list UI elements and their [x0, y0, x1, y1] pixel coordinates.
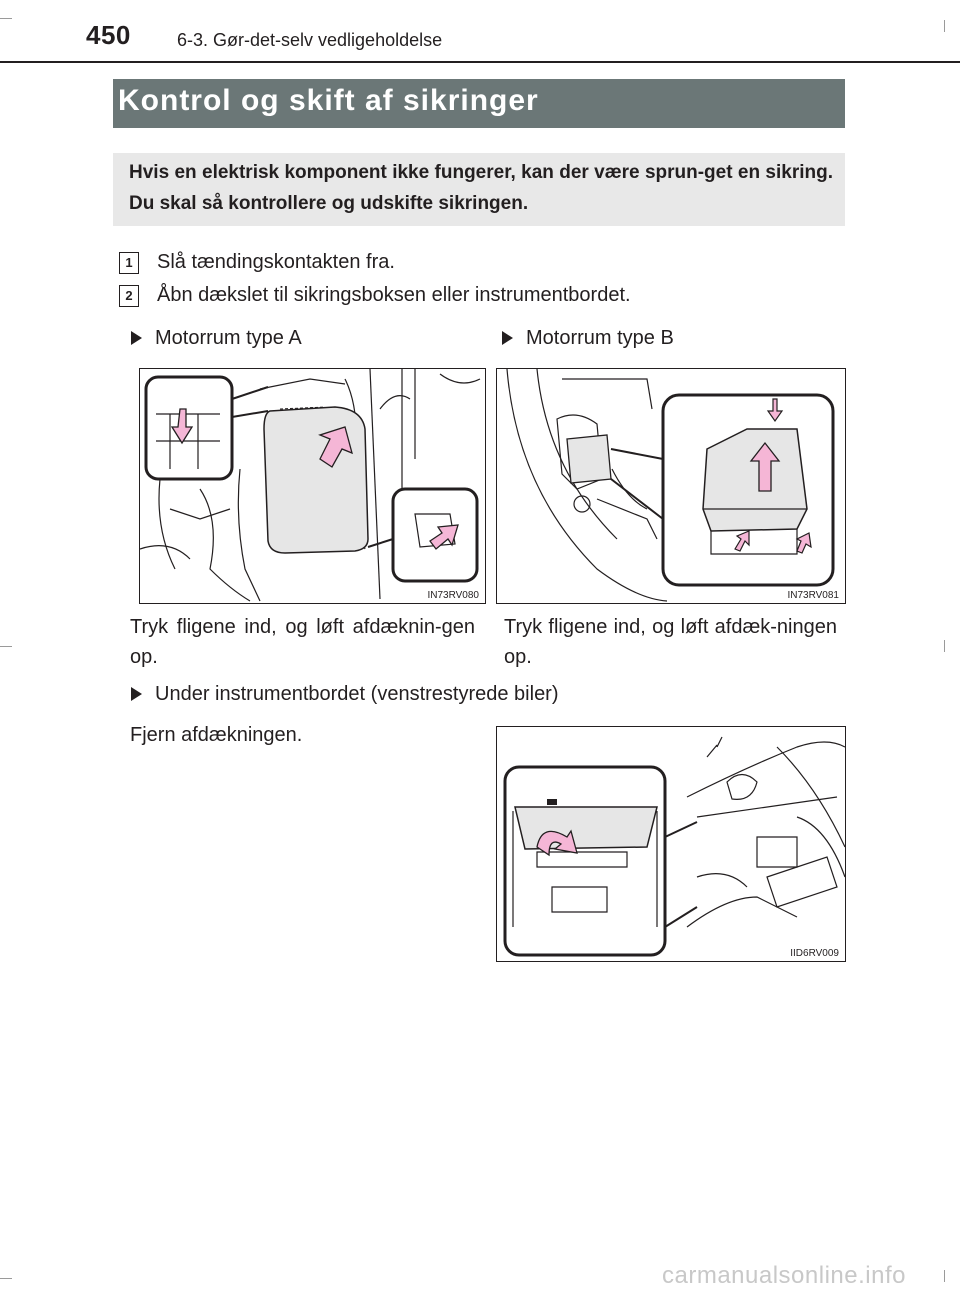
crop-mark	[0, 1278, 12, 1279]
figure-code: IN73RV081	[787, 590, 839, 601]
figure-caption: Tryk fligene ind, og løft afdæknin-gen op.	[130, 616, 475, 668]
triangle-bullet-icon	[131, 687, 142, 701]
crop-mark	[0, 646, 12, 647]
intro-text: Hvis en elektrisk komponent ikke fungerer, kan der være sprun-get en sikring. Du skal så kontrollere og udskifte sikringen.	[129, 162, 833, 214]
figure-under-dashboard	[496, 726, 846, 962]
step-text: Slå tændingskontakten fra.	[157, 251, 395, 273]
crop-mark	[944, 20, 945, 32]
figure-code: IN73RV080	[427, 590, 479, 601]
figure-heading-label: Motorrum type B	[526, 327, 674, 349]
figure-caption: Tryk fligene ind, og løft afdæk-ningen op.	[504, 616, 837, 668]
triangle-bullet-icon	[131, 331, 142, 345]
illustration-engine-type-a	[140, 369, 485, 603]
figure-engine-type-b	[496, 368, 846, 604]
header-rule	[0, 61, 960, 63]
figure-heading	[131, 327, 302, 350]
step-number-badge: 1	[119, 252, 139, 274]
section-label: 6-3. Gør-det-selv vedligeholdelse	[177, 30, 443, 50]
figure-heading	[502, 327, 674, 350]
watermark: carmanualsonline.info	[662, 1262, 906, 1289]
illustration-under-dashboard	[497, 727, 845, 961]
crop-mark	[944, 640, 945, 652]
illustration-engine-type-b	[497, 369, 845, 603]
crop-mark	[0, 18, 12, 19]
figure-code: IID6RV009	[790, 948, 839, 959]
page-number: 450	[86, 20, 131, 50]
figure-heading-label: Motorrum type A	[155, 327, 302, 349]
step-text: Åbn dækslet til sikringsboksen eller instrumentbordet.	[157, 284, 631, 306]
page-title: Kontrol og skift af sikringer	[118, 84, 539, 117]
figure-heading-label: Under instrumentbordet (venstrestyrede biler)	[155, 683, 559, 705]
figure-caption: Fjern afdækningen.	[130, 724, 303, 746]
triangle-bullet-icon	[502, 331, 513, 345]
figure-heading	[131, 683, 559, 706]
step-number-badge: 2	[119, 285, 139, 307]
figure-engine-type-a	[139, 368, 486, 604]
crop-mark	[944, 1270, 945, 1282]
